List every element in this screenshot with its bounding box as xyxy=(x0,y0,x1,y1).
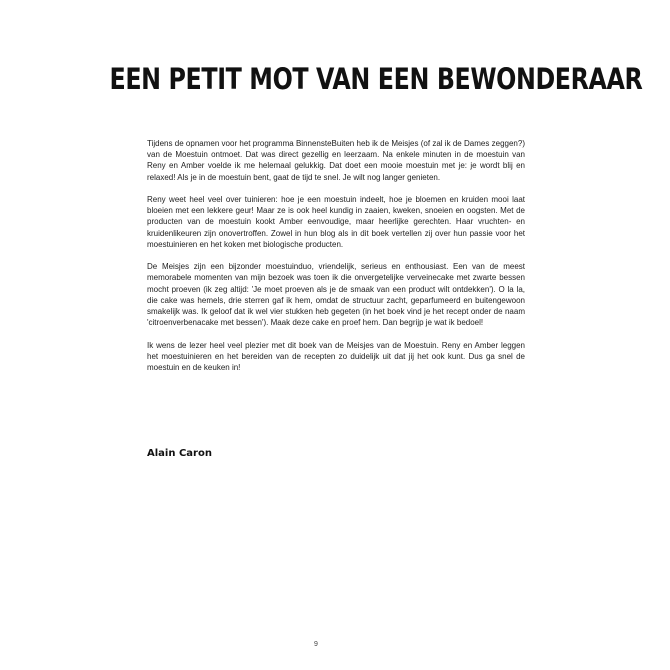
page-title: EEN PETIT MOT VAN EEN BEWONDERAAR xyxy=(109,62,643,96)
paragraph-2: Reny weet heel veel over tuinieren: hoe je een moestuin indeelt, hoe je bloemen en kruiden mooi laat bloeien met een lekkere geur! Maar ze is ook heel kundig in zaaien, kweken, snoeien en oogsten. Met de producten van de moestuin kookt Amber eenvoudige, maar heerlijke gerechten. Haar vruchten- en kruidenlikeuren zijn onovertroffen. Zowel in hun blog als in dit boek vertellen zij over hun passie voor het moestuinieren en het koken met biologische producten. xyxy=(147,195,525,249)
paragraph-1: Tijdens de opnamen voor het programma BinnensteBuiten heb ik de Meisjes (of zal ik de Dames zeggen?) van de Moestuin ontmoet. Dat was direct gezellig en leerzaam. Na enkele minuten in de moestuin van Reny en Amber voelde ik me helemaal gelukkig. Dat doet een mooie moestuin met je: je wordt blij en relaxed! Als je in de moestuin bent, gaat de tijd te snel. Je wilt nog langer genieten. xyxy=(147,139,525,182)
page-number: 9 xyxy=(314,641,318,648)
paragraph-4: Ik wens de lezer heel veel plezier met dit boek van de Meisjes van de Moestuin. Reny en Amber leggen het moestuinieren en het bereiden van de recepten zo duidelijk uit dat jij het ook kunt. Dus ga snel de moestuin en de keuken in! xyxy=(147,340,525,373)
body-text xyxy=(147,138,525,384)
paragraph-3: De Meisjes zijn een bijzonder moestuinduo, vriendelijk, serieus en enthousiast. Een van de meest memorabele momenten van mijn bezoek was toen ik die onvergetelijke verveinecake met zwarte bessen mocht proeven (ik zeg altijd: 'Je moet proeven als je de smaak van een product wilt ontdekken'). O la la, die cake was hemels, drie sterren gaf ik hem, omdat de structuur zacht, geparfumeerd en buitengewoon smakelijk was. Ik geloof dat ik wel vier stukken heb gegeten (in het boek vind je het recept onder de naam 'citroenverbenacake met bessen'). Maak deze cake en proef hem. Dan begrijp je wat ik bedoel! xyxy=(147,262,525,328)
author-signature: Alain Caron xyxy=(147,448,212,459)
